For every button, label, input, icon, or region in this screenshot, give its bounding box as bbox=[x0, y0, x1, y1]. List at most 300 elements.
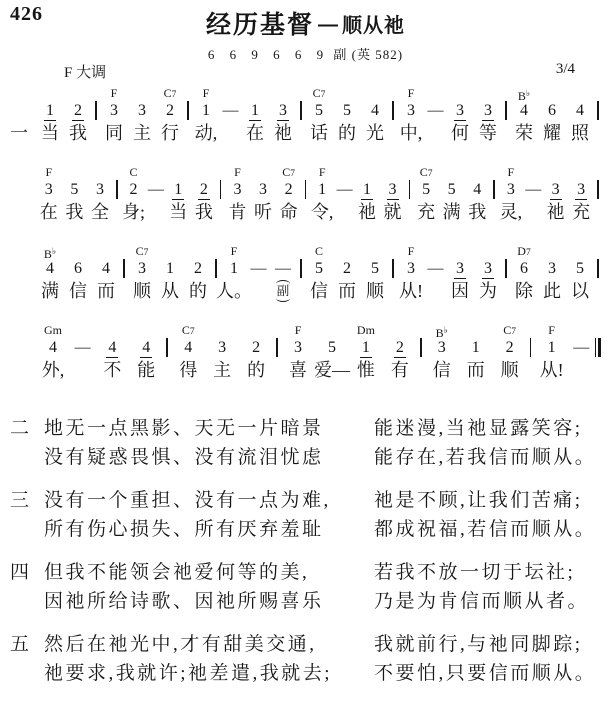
barline bbox=[300, 101, 302, 120]
music-system bbox=[10, 324, 602, 384]
note-row bbox=[106, 338, 118, 358]
stanza bbox=[10, 560, 606, 615]
note-digit: 3 bbox=[456, 102, 464, 119]
note-row bbox=[72, 101, 84, 121]
note-digit: 3 bbox=[484, 102, 492, 119]
note-row bbox=[576, 101, 584, 121]
barline bbox=[220, 180, 222, 199]
refrain-label: 副 bbox=[333, 47, 348, 62]
note-row bbox=[520, 101, 528, 121]
stanza-line-right: 不要怕,只要信而顺从。 bbox=[374, 663, 597, 684]
note-row bbox=[249, 101, 261, 121]
note-cell bbox=[70, 324, 95, 384]
note-cell bbox=[566, 245, 594, 305]
lyric-char: 照 bbox=[571, 123, 589, 143]
note-digit: 6 bbox=[548, 102, 556, 119]
note-row bbox=[46, 259, 54, 279]
note-cell bbox=[569, 324, 594, 384]
note-digit: 1 bbox=[547, 339, 556, 356]
note-cell bbox=[538, 245, 566, 305]
barline bbox=[505, 101, 507, 120]
lyric-char: 顺 bbox=[500, 360, 519, 380]
lyric-char: 听 bbox=[254, 202, 273, 222]
note-digit: 4 bbox=[46, 260, 54, 277]
note-row bbox=[520, 259, 528, 279]
barline bbox=[392, 259, 394, 278]
lyric-char: 主 bbox=[213, 360, 232, 380]
note-digit: 3 bbox=[407, 102, 415, 119]
refrain-marker bbox=[276, 279, 290, 303]
note-row bbox=[223, 101, 239, 121]
note-row bbox=[252, 338, 260, 358]
note-digit: 2 bbox=[343, 260, 351, 277]
lyric-char: 我 bbox=[65, 202, 84, 222]
note-cell bbox=[269, 245, 297, 305]
score bbox=[10, 87, 602, 403]
note-row bbox=[277, 101, 289, 121]
note-digit: 3 bbox=[218, 339, 227, 356]
chord-label: Dm bbox=[356, 323, 375, 337]
lyric-char: 命 bbox=[279, 202, 298, 222]
lyric-char: 全 bbox=[90, 202, 109, 222]
chord-label: D7 bbox=[517, 244, 531, 258]
note-digit: 1 bbox=[251, 102, 259, 119]
lyric-char: 以 bbox=[571, 281, 589, 301]
bar-cell bbox=[502, 245, 510, 305]
lyric-char: 而 bbox=[466, 360, 485, 380]
note-row bbox=[202, 101, 210, 121]
note-row bbox=[49, 338, 57, 358]
note-row bbox=[315, 101, 323, 121]
lyric-char: 满 bbox=[41, 281, 59, 301]
note-cell bbox=[95, 324, 129, 384]
note-cell bbox=[225, 166, 251, 226]
stanza-number bbox=[10, 517, 44, 543]
note-row bbox=[130, 180, 138, 200]
note-row bbox=[294, 338, 302, 358]
note-digit: 1 bbox=[361, 339, 370, 356]
chord-label: C7 bbox=[419, 165, 433, 179]
note-row bbox=[96, 180, 104, 200]
note-digit: 5 bbox=[371, 260, 379, 277]
note-row bbox=[472, 338, 480, 358]
chord-label: F bbox=[230, 244, 238, 258]
lyric-char: 因 bbox=[451, 281, 469, 301]
lyric-char: 何 bbox=[451, 123, 469, 143]
note-cell bbox=[383, 324, 417, 384]
note-digit: 4 bbox=[473, 181, 482, 198]
note-digit: 2 bbox=[194, 260, 202, 277]
note-digit: 3 bbox=[233, 181, 242, 198]
barline bbox=[493, 180, 495, 199]
note-cell bbox=[305, 245, 333, 305]
lyric-char: 从! bbox=[539, 360, 564, 380]
stanza-number-inline bbox=[10, 166, 36, 226]
note-dash: — bbox=[336, 181, 353, 198]
stanza-line-left: 因祂所给诗歌、因祂所赐喜乐 bbox=[44, 591, 324, 612]
chord-label: C7 bbox=[181, 323, 195, 337]
barline bbox=[95, 101, 97, 120]
note-row bbox=[575, 180, 587, 200]
note-digit: 3 bbox=[259, 181, 268, 198]
stanza bbox=[10, 632, 606, 687]
bar-cell bbox=[217, 166, 225, 226]
bar-cell bbox=[273, 324, 281, 384]
note-dash: — bbox=[427, 260, 444, 277]
chord-label: C7 bbox=[282, 165, 295, 179]
note-digit: 3 bbox=[437, 339, 446, 356]
note-cell bbox=[192, 87, 220, 147]
chord-label: C7 bbox=[312, 86, 326, 100]
note-row bbox=[525, 180, 541, 200]
note-digit: 5 bbox=[576, 260, 584, 277]
chord-label: C7 bbox=[503, 323, 517, 337]
note-cell bbox=[191, 166, 217, 226]
note-cell bbox=[36, 166, 62, 226]
note-cell bbox=[335, 166, 354, 226]
chord-label: C7 bbox=[163, 86, 177, 100]
lyric-char: 中, bbox=[399, 123, 423, 143]
note-digit: 5 bbox=[343, 102, 351, 119]
note-cell bbox=[425, 324, 459, 384]
note-cell bbox=[216, 244, 252, 305]
note-cell bbox=[535, 324, 569, 384]
note-cell bbox=[281, 324, 315, 384]
note-digit: 5 bbox=[447, 181, 456, 198]
note-row bbox=[110, 101, 118, 121]
stanzas-section bbox=[10, 416, 606, 704]
note-cell bbox=[333, 87, 361, 147]
chord-label: F bbox=[202, 86, 210, 100]
barline bbox=[215, 259, 217, 278]
note-cell bbox=[425, 245, 446, 305]
note-row bbox=[371, 101, 379, 121]
note-dash: — bbox=[275, 260, 291, 277]
note-digit: 2 bbox=[505, 339, 514, 356]
note-cell bbox=[413, 166, 439, 226]
bar-cell bbox=[594, 324, 602, 384]
lyric-char: 我 bbox=[468, 202, 487, 222]
bar-cell bbox=[92, 87, 100, 147]
note-row bbox=[482, 101, 494, 121]
note-cell bbox=[309, 166, 335, 226]
note-row bbox=[166, 101, 174, 121]
barline bbox=[166, 338, 168, 357]
note-digit: 3 bbox=[110, 102, 118, 119]
note-digit: 3 bbox=[551, 181, 560, 198]
final-barline bbox=[595, 338, 601, 357]
lyric-char: 行 bbox=[161, 123, 179, 143]
note-cell bbox=[128, 87, 156, 147]
chord-label: C bbox=[314, 244, 323, 258]
note-cell bbox=[146, 166, 165, 226]
chord-label: F bbox=[407, 86, 415, 100]
lyric-char: 顺 bbox=[133, 281, 151, 301]
note-row bbox=[45, 180, 53, 200]
note-cell bbox=[250, 166, 276, 226]
bar-cell bbox=[163, 324, 171, 384]
lyric-char: 祂 bbox=[274, 123, 292, 143]
lyric-char: 动, bbox=[194, 123, 218, 143]
barline bbox=[597, 101, 599, 120]
note-cell bbox=[361, 245, 389, 305]
note-cell bbox=[439, 166, 465, 226]
note-digit: 1 bbox=[202, 102, 210, 119]
note-digit: 2 bbox=[395, 339, 404, 356]
note-digit: 4 bbox=[576, 102, 584, 119]
bar-cell bbox=[594, 87, 602, 147]
note-cell bbox=[397, 87, 425, 147]
note-digit: 3 bbox=[95, 181, 104, 198]
stanza-line-left: 没有一个重担、没有一点为难, bbox=[44, 490, 331, 511]
note-digit: 3 bbox=[279, 102, 287, 119]
bar-cell bbox=[389, 87, 397, 147]
stanza-line-left: 然后在祂光中,才有甜美交通, bbox=[44, 634, 317, 655]
lyric-char: 主 bbox=[133, 123, 151, 143]
bar-cell bbox=[120, 245, 128, 305]
note-digit: 2 bbox=[129, 181, 138, 198]
stanza-line-right: 若我不放一切于坛社; bbox=[374, 562, 576, 583]
note-row bbox=[275, 259, 291, 279]
note-row bbox=[548, 101, 556, 121]
note-cell bbox=[397, 245, 425, 305]
lyric-char: 身; bbox=[122, 202, 146, 222]
note-row bbox=[198, 180, 210, 200]
bar-cell bbox=[490, 166, 498, 226]
bar-cell bbox=[502, 87, 510, 147]
note-digit: 5 bbox=[315, 102, 323, 119]
note-digit: 4 bbox=[371, 102, 379, 119]
barline bbox=[123, 259, 125, 278]
note-digit: 5 bbox=[327, 339, 336, 356]
stanza-number: 五 bbox=[10, 634, 32, 655]
note-row bbox=[448, 180, 456, 200]
stanza-number bbox=[10, 661, 44, 687]
note-digit: 6 bbox=[74, 260, 82, 277]
note-row bbox=[148, 180, 164, 200]
lyric-char: 荣 bbox=[515, 123, 533, 143]
lyric-char: 祂 bbox=[546, 202, 565, 222]
page-title bbox=[0, 5, 611, 41]
barline bbox=[530, 338, 532, 357]
note-row bbox=[138, 101, 146, 121]
note-cell bbox=[524, 166, 543, 226]
barline bbox=[116, 180, 118, 199]
barline bbox=[409, 180, 411, 199]
barline bbox=[597, 180, 599, 199]
note-row bbox=[70, 180, 78, 200]
note-row bbox=[438, 338, 446, 358]
chord-label: F bbox=[234, 165, 241, 179]
note-row bbox=[251, 259, 267, 279]
note-digit: 4 bbox=[520, 102, 528, 119]
bar-cell bbox=[389, 245, 397, 305]
lyric-char: 满 bbox=[442, 202, 461, 222]
stanza-line-left: 地无一点黑影、天无一片暗景 bbox=[44, 418, 324, 439]
note-digit: 4 bbox=[108, 339, 117, 356]
note-row bbox=[318, 180, 326, 200]
note-digit: 4 bbox=[142, 339, 151, 356]
lyric-char: 的 bbox=[338, 123, 356, 143]
lyric-char: 信 bbox=[432, 360, 451, 380]
note-digit: 5 bbox=[422, 181, 431, 198]
bar-cell bbox=[405, 166, 413, 226]
barline bbox=[305, 180, 307, 199]
note-digit: 3 bbox=[44, 181, 53, 198]
chord-label: C bbox=[129, 165, 138, 179]
note-cell bbox=[425, 87, 446, 147]
note-cell bbox=[380, 166, 406, 226]
note-cell bbox=[239, 324, 273, 384]
note-cell bbox=[568, 166, 594, 226]
bar-cell bbox=[184, 87, 192, 147]
stanza-number-inline: 一 bbox=[10, 123, 28, 143]
note-cell bbox=[156, 87, 184, 147]
note-digit: 4 bbox=[102, 260, 110, 277]
note-row bbox=[184, 338, 192, 358]
meter-numbers: 6 6 9 6 6 9 bbox=[207, 47, 330, 62]
lyric-char: 信 bbox=[69, 281, 87, 301]
note-cell bbox=[92, 245, 120, 305]
lyric-char: 等 bbox=[479, 123, 497, 143]
lyric-char: 的 bbox=[189, 281, 207, 301]
lyric-char: 充 bbox=[417, 202, 436, 222]
note-dash: — bbox=[147, 181, 164, 198]
stanza-number: 四 bbox=[10, 562, 32, 583]
lyric-char: 为 bbox=[479, 281, 497, 301]
note-row bbox=[473, 180, 481, 200]
note-row bbox=[75, 338, 91, 358]
note-cell bbox=[156, 245, 184, 305]
note-cell bbox=[354, 166, 380, 226]
note-cell bbox=[498, 166, 524, 226]
note-cell bbox=[205, 324, 239, 384]
note-digit: 2 bbox=[74, 102, 82, 119]
note-cell bbox=[566, 87, 594, 147]
note-row bbox=[166, 259, 174, 279]
stanza-line-right: 能存在,若我信而顺从。 bbox=[374, 447, 597, 468]
barline bbox=[392, 101, 394, 120]
lyric-char: 此 bbox=[543, 281, 561, 301]
refrain-char: 副 bbox=[276, 284, 290, 298]
note-digit: 1 bbox=[46, 102, 54, 119]
note-dash: — bbox=[74, 339, 91, 356]
note-row bbox=[328, 338, 336, 358]
note-digit: 3 bbox=[548, 260, 556, 277]
lyric-char: 喜 bbox=[289, 360, 308, 380]
note-cell bbox=[166, 166, 192, 226]
bar-cell bbox=[301, 166, 309, 226]
lyric-char: 肯 bbox=[228, 202, 247, 222]
lyric-char: 除 bbox=[515, 281, 533, 301]
lyric-char: 就 bbox=[383, 202, 402, 222]
note-digit: 3 bbox=[484, 260, 492, 277]
note-row bbox=[407, 101, 415, 121]
bar-cell bbox=[297, 245, 305, 305]
lyric-char: 而 bbox=[338, 281, 356, 301]
lyric-char: 的 bbox=[247, 360, 266, 380]
note-row bbox=[407, 259, 415, 279]
note-cell bbox=[510, 87, 538, 147]
lyric-char: 人。 bbox=[216, 281, 252, 301]
note-row bbox=[371, 259, 379, 279]
stanza-number: 三 bbox=[10, 490, 32, 511]
note-cell bbox=[220, 87, 241, 147]
note-row bbox=[548, 338, 556, 358]
note-row bbox=[482, 259, 494, 279]
note-cell bbox=[241, 87, 269, 147]
note-row bbox=[230, 259, 238, 279]
note-cell bbox=[349, 324, 383, 384]
bar-cell bbox=[527, 324, 535, 384]
note-digit: 1 bbox=[166, 260, 174, 277]
note-row bbox=[138, 259, 146, 279]
lyric-char: 同 bbox=[105, 123, 123, 143]
note-row bbox=[454, 101, 466, 121]
lyric-char: 灵, bbox=[499, 202, 523, 222]
note-cell bbox=[333, 245, 361, 305]
stanza-number-inline bbox=[10, 245, 36, 305]
lyric-char: 顺 bbox=[366, 281, 384, 301]
note-row bbox=[573, 338, 589, 358]
lyric-char: 在 bbox=[39, 202, 58, 222]
note-cell bbox=[459, 324, 493, 384]
note-digit: 5 bbox=[315, 260, 323, 277]
note-cell bbox=[64, 245, 92, 305]
note-cell bbox=[121, 166, 147, 226]
note-digit: 2 bbox=[252, 339, 261, 356]
stanza bbox=[10, 416, 606, 471]
note-row bbox=[194, 259, 202, 279]
time-signature: 3/4 bbox=[555, 61, 575, 77]
note-cell bbox=[248, 245, 269, 305]
note-dash: — bbox=[222, 102, 239, 119]
note-cell bbox=[493, 324, 527, 384]
note-row bbox=[343, 101, 351, 121]
note-dash: — bbox=[573, 339, 590, 356]
note-digit: 3 bbox=[138, 102, 146, 119]
note-cell bbox=[446, 87, 474, 147]
chord-label: F bbox=[407, 244, 415, 258]
barline bbox=[420, 338, 422, 357]
note-row bbox=[343, 259, 351, 279]
note-cell bbox=[464, 166, 490, 226]
note-cell bbox=[538, 87, 566, 147]
note-row bbox=[576, 259, 584, 279]
note-row bbox=[454, 259, 466, 279]
stanza-line-left: 所有伤心损失、所有厌弃羞耻 bbox=[44, 519, 324, 540]
note-row bbox=[428, 259, 444, 279]
bar-cell bbox=[297, 87, 305, 147]
lyric-char: 能 bbox=[137, 360, 156, 380]
title-dash: — bbox=[318, 14, 338, 36]
barline bbox=[597, 259, 599, 278]
stanza bbox=[10, 488, 606, 543]
note-cell bbox=[474, 87, 502, 147]
lyric-char: 当 bbox=[169, 202, 188, 222]
stanza-line-right: 能迷漫,当祂显露笑容; bbox=[374, 418, 583, 439]
chord-label: B♭ bbox=[43, 246, 57, 261]
lyric-char: 惟 bbox=[356, 360, 375, 380]
stanza-line-right: 我就前行,与祂同脚踪; bbox=[374, 634, 583, 655]
bar-cell bbox=[594, 245, 602, 305]
note-digit: 3 bbox=[577, 181, 586, 198]
stanza-line-left: 祂要求,我就许;祂差遣,我就去; bbox=[44, 663, 333, 684]
note-row bbox=[233, 180, 241, 200]
stanza-number bbox=[10, 589, 44, 615]
note-digit: 3 bbox=[456, 260, 464, 277]
note-row bbox=[315, 259, 323, 279]
